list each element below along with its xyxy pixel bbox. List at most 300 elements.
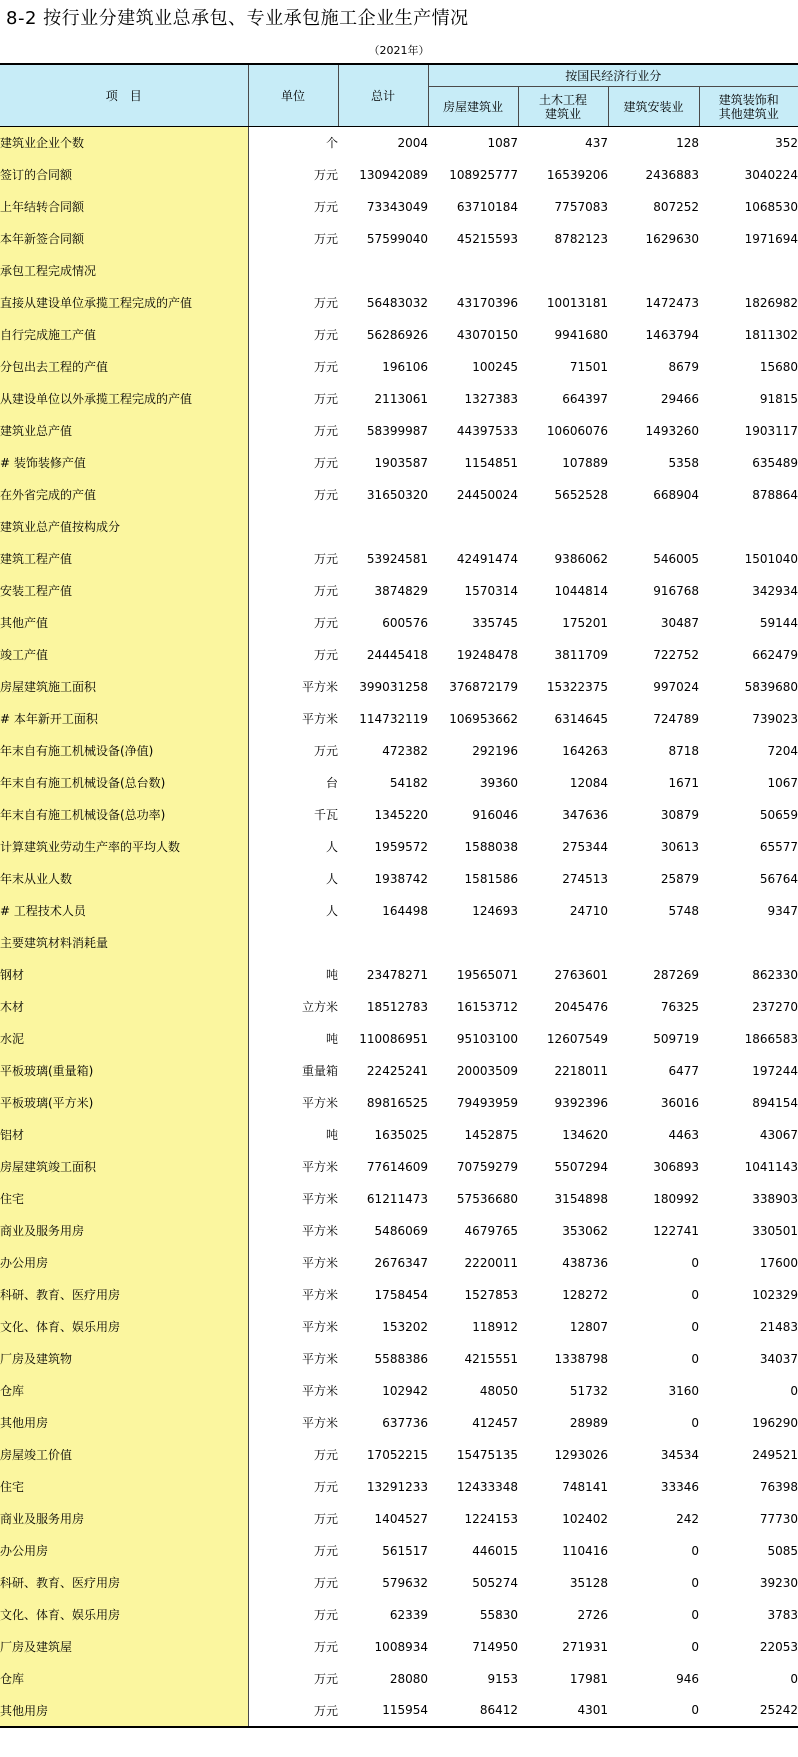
housing-construction-value: 446015	[472, 1543, 518, 1558]
civil-engineering-value: 15322375	[546, 679, 608, 694]
table-row	[0, 1183, 798, 1215]
row-unit: 万元	[313, 744, 338, 758]
table-row	[0, 1599, 798, 1631]
total-value: 114732119	[359, 711, 428, 726]
decoration-other-value: 65577	[759, 839, 798, 854]
table-row	[0, 415, 798, 447]
decoration-other-value: 249521	[752, 1447, 798, 1462]
decoration-other-value: 3783	[767, 1607, 798, 1622]
decoration-other-value: 0	[790, 1671, 798, 1686]
row-unit: 平方米	[301, 1288, 338, 1302]
decoration-other-value: 25242	[699, 1695, 798, 1727]
housing-construction-value: 43170396	[456, 295, 518, 310]
total-value: 18512783	[366, 999, 428, 1014]
installation-value: 6477	[668, 1063, 699, 1078]
row-label: 其他产值	[0, 607, 248, 639]
table-row	[0, 1343, 798, 1375]
row-label: 仓库	[0, 1663, 248, 1695]
row-unit	[248, 927, 338, 959]
row-label: 文化、体育、娱乐用房	[0, 1311, 248, 1343]
table-row	[0, 1471, 798, 1503]
row-label: 其他用房	[0, 1695, 248, 1727]
housing-construction-value: 108925777	[449, 167, 518, 182]
installation-value: 0	[691, 1607, 699, 1622]
housing-construction-value: 95103100	[456, 1031, 518, 1046]
row-unit: 万元	[313, 200, 338, 214]
total-value: 637736	[382, 1415, 428, 1430]
total-value: 1008934	[374, 1639, 428, 1654]
civil-engineering-value: 164263	[562, 743, 608, 758]
table-row	[0, 991, 798, 1023]
table-row	[0, 223, 798, 255]
total-value: 13291233	[366, 1479, 428, 1494]
row-label: 年末从业人数	[0, 863, 248, 895]
row-unit: 万元	[313, 552, 338, 566]
installation-value: 29466	[660, 391, 699, 406]
total-value: 579632	[382, 1575, 428, 1590]
housing-construction-value: 70759279	[456, 1159, 518, 1174]
total-value: 73343049	[366, 199, 428, 214]
civil-engineering-value: 28989	[569, 1415, 608, 1430]
row-unit: 人	[325, 904, 338, 918]
table-row	[0, 1279, 798, 1311]
installation-value: 306893	[653, 1159, 699, 1174]
table-row	[0, 1055, 798, 1087]
table-row	[0, 319, 798, 351]
row-unit: 人	[325, 872, 338, 886]
housing-construction-value: 1087	[487, 135, 518, 150]
total-value: 1938742	[374, 871, 428, 886]
total-value: 56286926	[366, 327, 428, 342]
row-label: 年末自有施工机械设备(总功率)	[0, 799, 248, 831]
row-label: 建筑业企业个数	[0, 127, 248, 159]
total-value: 3874829	[374, 583, 428, 598]
installation-value: 33346	[660, 1479, 699, 1494]
decoration-other-value: 56764	[759, 871, 798, 886]
statistics-table	[0, 63, 798, 1728]
table-row	[0, 447, 798, 479]
civil-engineering-value: 1338798	[554, 1351, 608, 1366]
table-title: 8-2 按行业分建筑业总承包、专业承包施工企业生产情况	[6, 8, 469, 29]
civil-engineering-value: 7757083	[554, 199, 608, 214]
row-label: 房屋建筑竣工面积	[0, 1151, 248, 1183]
housing-construction-value: 412457	[472, 1415, 518, 1430]
installation-value: 3160	[668, 1383, 699, 1398]
civil-engineering-value: 353062	[562, 1223, 608, 1238]
decoration-other-value: 1067	[767, 775, 798, 790]
table-row	[0, 255, 798, 287]
installation-value: 1671	[668, 775, 699, 790]
header-unit: 单位	[248, 64, 338, 127]
row-unit: 万元	[313, 424, 338, 438]
installation-value: 1472473	[645, 295, 699, 310]
total-value: 89816525	[366, 1095, 428, 1110]
table-row	[0, 1375, 798, 1407]
decoration-other-value: 196290	[752, 1415, 798, 1430]
installation-value: 34534	[660, 1447, 699, 1462]
row-label: 建筑业总产值	[0, 415, 248, 447]
housing-construction-value	[428, 255, 518, 287]
civil-engineering-value: 134620	[562, 1127, 608, 1142]
total-value: 54182	[389, 775, 428, 790]
row-label: 年末自有施工机械设备(净值)	[0, 735, 248, 767]
housing-construction-value: 57536680	[456, 1191, 518, 1206]
row-unit: 平方米	[301, 1320, 338, 1334]
table-row	[0, 1663, 798, 1695]
housing-construction-value: 48050	[479, 1383, 518, 1398]
civil-engineering-value: 9941680	[554, 327, 608, 342]
table-row	[0, 383, 798, 415]
row-label: 上年结转合同额	[0, 191, 248, 223]
row-label: 钢材	[0, 959, 248, 991]
housing-construction-value: 1224153	[464, 1511, 518, 1526]
installation-value: 242	[676, 1511, 699, 1526]
total-value: 5486069	[374, 1223, 428, 1238]
table-row	[0, 159, 798, 191]
total-value	[338, 927, 428, 959]
housing-construction-value: 292196	[472, 743, 518, 758]
table-row	[0, 351, 798, 383]
total-value: 5588386	[374, 1351, 428, 1366]
installation-value: 1463794	[645, 327, 699, 342]
total-value: 1345220	[374, 807, 428, 822]
table-row	[0, 831, 798, 863]
housing-construction-value: 43070150	[456, 327, 518, 342]
civil-engineering-value: 664397	[562, 391, 608, 406]
table-row	[0, 287, 798, 319]
row-label: # 工程技术人员	[0, 895, 248, 927]
row-unit: 万元	[313, 648, 338, 662]
decoration-other-value: 77730	[759, 1511, 798, 1526]
installation-value: 946	[676, 1671, 699, 1686]
installation-value: 128	[676, 135, 699, 150]
civil-engineering-value: 128272	[562, 1287, 608, 1302]
table-row	[0, 575, 798, 607]
civil-engineering-value: 5507294	[554, 1159, 608, 1174]
table-row	[0, 671, 798, 703]
installation-value: 668904	[653, 487, 699, 502]
installation-value: 5748	[668, 903, 699, 918]
civil-engineering-value: 9386062	[554, 551, 608, 566]
row-label: 商业及服务用房	[0, 1215, 248, 1247]
civil-engineering-value: 2045476	[554, 999, 608, 1014]
row-label: 商业及服务用房	[0, 1503, 248, 1535]
total-value: 1903587	[374, 455, 428, 470]
row-unit: 万元	[313, 392, 338, 406]
civil-engineering-value: 6314645	[554, 711, 608, 726]
decoration-other-value	[699, 927, 798, 959]
total-value: 62339	[389, 1607, 428, 1622]
total-value: 2113061	[374, 391, 428, 406]
header-housing-construction: 房屋建筑业	[428, 87, 518, 127]
row-label: # 装饰装修产值	[0, 447, 248, 479]
header-installation: 建筑安装业	[608, 87, 699, 127]
civil-engineering-value	[518, 255, 608, 287]
installation-value: 0	[691, 1255, 699, 1270]
installation-value: 4463	[668, 1127, 699, 1142]
table-row	[0, 607, 798, 639]
row-unit: 平方米	[301, 1160, 338, 1174]
installation-value: 0	[691, 1575, 699, 1590]
housing-construction-value: 1452875	[464, 1127, 518, 1142]
decoration-other-value: 59144	[759, 615, 798, 630]
total-value: 164498	[382, 903, 428, 918]
decoration-other-value: 352	[775, 135, 798, 150]
row-unit: 万元	[313, 168, 338, 182]
table-row	[0, 767, 798, 799]
table-row	[0, 1535, 798, 1567]
row-unit: 万元	[313, 488, 338, 502]
decoration-other-value: 102329	[752, 1287, 798, 1302]
row-label: 直接从建设单位承揽工程完成的产值	[0, 287, 248, 319]
row-unit: 万元	[313, 232, 338, 246]
decoration-other-value: 237270	[752, 999, 798, 1014]
total-value: 561517	[382, 1543, 428, 1558]
decoration-other-value: 34037	[759, 1351, 798, 1366]
housing-construction-value: 19565071	[456, 967, 518, 982]
decoration-other-value: 7204	[767, 743, 798, 758]
total-value: 58399987	[366, 423, 428, 438]
installation-value: 997024	[653, 679, 699, 694]
total-value: 600576	[382, 615, 428, 630]
table-row	[0, 1503, 798, 1535]
decoration-other-value: 739023	[752, 711, 798, 726]
total-value: 1635025	[374, 1127, 428, 1142]
row-unit: 平方米	[301, 1256, 338, 1270]
installation-value: 30879	[660, 807, 699, 822]
table-body	[0, 127, 798, 1727]
decoration-other-value: 1826982	[744, 295, 798, 310]
row-unit: 吨	[325, 1032, 338, 1046]
row-label: 科研、教育、医疗用房	[0, 1567, 248, 1599]
housing-construction-value: 118912	[472, 1319, 518, 1334]
civil-engineering-value: 437	[585, 135, 608, 150]
table-row	[0, 735, 798, 767]
total-value: 102942	[382, 1383, 428, 1398]
total-value: 53924581	[366, 551, 428, 566]
decoration-other-value: 862330	[752, 967, 798, 982]
decoration-other-value	[699, 511, 798, 543]
housing-construction-value	[428, 511, 518, 543]
row-unit: 吨	[325, 1128, 338, 1142]
housing-construction-value: 79493959	[456, 1095, 518, 1110]
decoration-other-value: 5839680	[744, 679, 798, 694]
row-unit: 平方米	[301, 1192, 338, 1206]
total-value: 115954	[338, 1695, 428, 1727]
row-unit: 平方米	[301, 712, 338, 726]
total-value: 77614609	[366, 1159, 428, 1174]
housing-construction-value: 335745	[472, 615, 518, 630]
installation-value: 0	[608, 1695, 699, 1727]
installation-value: 0	[691, 1543, 699, 1558]
decoration-other-value: 1811302	[744, 327, 798, 342]
row-label: 科研、教育、医疗用房	[0, 1279, 248, 1311]
installation-value: 0	[691, 1287, 699, 1302]
row-label: 水泥	[0, 1023, 248, 1055]
row-unit: 万元	[313, 1480, 338, 1494]
row-label: 安装工程产值	[0, 575, 248, 607]
housing-construction-value: 1527853	[464, 1287, 518, 1302]
housing-construction-value: 45215593	[456, 231, 518, 246]
header-item: 项 目	[0, 64, 248, 127]
decoration-other-value: 1068530	[744, 199, 798, 214]
decoration-other-value: 91815	[759, 391, 798, 406]
table-row	[0, 1087, 798, 1119]
housing-construction-value: 39360	[479, 775, 518, 790]
installation-value: 5358	[668, 455, 699, 470]
total-value	[338, 511, 428, 543]
housing-construction-value: 16153712	[456, 999, 518, 1014]
housing-construction-value: 9153	[487, 1671, 518, 1686]
table-row	[0, 959, 798, 991]
decoration-other-value: 22053	[759, 1639, 798, 1654]
installation-value: 0	[691, 1319, 699, 1334]
decoration-other-value: 662479	[752, 647, 798, 662]
row-label: 平板玻璃(重量箱)	[0, 1055, 248, 1087]
decoration-other-value: 76398	[759, 1479, 798, 1494]
row-label: 厂房及建筑屋	[0, 1631, 248, 1663]
decoration-other-value: 3040224	[744, 167, 798, 182]
installation-value: 122741	[653, 1223, 699, 1238]
row-unit: 平方米	[301, 1416, 338, 1430]
total-value	[338, 255, 428, 287]
table-row	[0, 639, 798, 671]
row-label: 主要建筑材料消耗量	[0, 927, 248, 959]
table-row	[0, 1695, 798, 1727]
total-value: 110086951	[359, 1031, 428, 1046]
table-row	[0, 895, 798, 927]
civil-engineering-value: 4301	[518, 1695, 608, 1727]
decoration-other-value: 39230	[759, 1575, 798, 1590]
decoration-other-value: 635489	[752, 455, 798, 470]
installation-value: 724789	[653, 711, 699, 726]
civil-engineering-value: 347636	[562, 807, 608, 822]
housing-construction-value: 376872179	[449, 679, 518, 694]
decoration-other-value: 50659	[759, 807, 798, 822]
housing-construction-value: 55830	[479, 1607, 518, 1622]
row-label: 建筑工程产值	[0, 543, 248, 575]
row-label: 房屋建筑施工面积	[0, 671, 248, 703]
row-unit: 人	[325, 840, 338, 854]
installation-value: 722752	[653, 647, 699, 662]
table-row	[0, 191, 798, 223]
header-civil-engineering: 土木工程 建筑业	[518, 87, 608, 127]
row-unit: 万元	[313, 296, 338, 310]
civil-engineering-value: 748141	[562, 1479, 608, 1494]
installation-value: 287269	[653, 967, 699, 982]
row-label: 在外省完成的产值	[0, 479, 248, 511]
housing-construction-value: 42491474	[456, 551, 518, 566]
decoration-other-value: 878864	[752, 487, 798, 502]
decoration-other-value: 338903	[752, 1191, 798, 1206]
civil-engineering-value: 1293026	[554, 1447, 608, 1462]
decoration-other-value: 15680	[759, 359, 798, 374]
installation-value	[608, 511, 699, 543]
total-value: 61211473	[366, 1191, 428, 1206]
decoration-other-value: 5085	[767, 1543, 798, 1558]
decoration-other-value: 21483	[759, 1319, 798, 1334]
civil-engineering-value: 2763601	[554, 967, 608, 982]
housing-construction-value	[428, 927, 518, 959]
row-label: 仓库	[0, 1375, 248, 1407]
housing-construction-value: 1327383	[464, 391, 518, 406]
housing-construction-value: 86412	[428, 1695, 518, 1727]
civil-engineering-value: 24710	[569, 903, 608, 918]
total-value: 2004	[397, 135, 428, 150]
row-label: 平板玻璃(平方米)	[0, 1087, 248, 1119]
installation-value	[608, 927, 699, 959]
installation-value: 1493260	[645, 423, 699, 438]
total-value: 196106	[382, 359, 428, 374]
row-label: 住宅	[0, 1183, 248, 1215]
decoration-other-value: 1501040	[744, 551, 798, 566]
row-label: 其他用房	[0, 1407, 248, 1439]
civil-engineering-value: 1044814	[554, 583, 608, 598]
housing-construction-value: 24450024	[456, 487, 518, 502]
row-unit: 万元	[313, 1512, 338, 1526]
installation-value: 36016	[660, 1095, 699, 1110]
row-unit: 万元	[248, 1695, 338, 1727]
row-label: 计算建筑业劳动生产率的平均人数	[0, 831, 248, 863]
decoration-other-value	[699, 255, 798, 287]
row-unit: 台	[325, 776, 338, 790]
installation-value: 30613	[660, 839, 699, 854]
installation-value: 807252	[653, 199, 699, 214]
decoration-other-value: 1903117	[744, 423, 798, 438]
row-unit: 千瓦	[313, 808, 338, 822]
row-label: 铝材	[0, 1119, 248, 1151]
civil-engineering-value: 35128	[569, 1575, 608, 1590]
civil-engineering-value	[518, 927, 608, 959]
housing-construction-value: 1588038	[464, 839, 518, 854]
table-row	[0, 1119, 798, 1151]
table-row	[0, 127, 798, 159]
row-unit: 万元	[313, 360, 338, 374]
table-row	[0, 703, 798, 735]
civil-engineering-value: 107889	[562, 455, 608, 470]
total-value: 1758454	[374, 1287, 428, 1302]
civil-engineering-value: 71501	[569, 359, 608, 374]
decoration-other-value: 894154	[752, 1095, 798, 1110]
housing-construction-value: 4679765	[464, 1223, 518, 1238]
housing-construction-value: 100245	[472, 359, 518, 374]
table-header	[0, 64, 798, 127]
civil-engineering-value: 5652528	[554, 487, 608, 502]
total-value: 17052215	[366, 1447, 428, 1462]
housing-construction-value: 1581586	[464, 871, 518, 886]
decoration-other-value: 1866583	[744, 1031, 798, 1046]
table-row	[0, 511, 798, 543]
housing-construction-value: 19248478	[456, 647, 518, 662]
installation-value: 76325	[660, 999, 699, 1014]
table-row	[0, 1215, 798, 1247]
row-unit: 平方米	[301, 680, 338, 694]
row-unit: 万元	[313, 328, 338, 342]
row-label: 签订的合同额	[0, 159, 248, 191]
total-value: 31650320	[366, 487, 428, 502]
row-label: 建筑业总产值按构成分	[0, 511, 248, 543]
row-label: 住宅	[0, 1471, 248, 1503]
housing-construction-value: 4215551	[464, 1351, 518, 1366]
row-label: 分包出去工程的产值	[0, 351, 248, 383]
civil-engineering-value: 3154898	[554, 1191, 608, 1206]
row-unit: 平方米	[301, 1224, 338, 1238]
installation-value: 1629630	[645, 231, 699, 246]
row-unit: 吨	[325, 968, 338, 982]
row-label: # 本年新开工面积	[0, 703, 248, 735]
decoration-other-value: 197244	[752, 1063, 798, 1078]
installation-value: 0	[691, 1351, 699, 1366]
